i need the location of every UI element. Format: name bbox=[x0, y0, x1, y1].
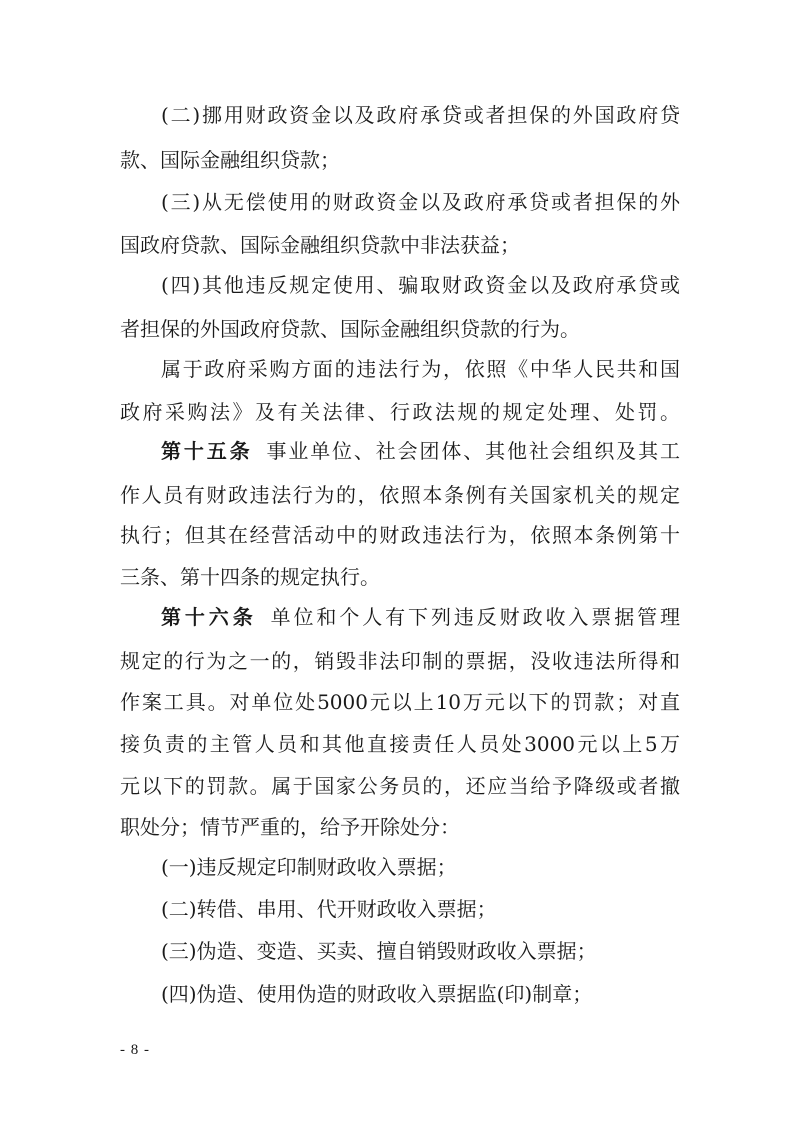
article-15-first-line bbox=[161, 437, 680, 465]
text-line: 作人员有财政违法行为的，依照本条例有关国家机关的规定 bbox=[120, 483, 680, 507]
text-line: 者担保的外国政府贷款、国际金融组织贷款的行为。 bbox=[120, 317, 580, 341]
article-text: 事业单位、社会团体、其他社会组织及其工 bbox=[266, 439, 680, 463]
text-line: 款、国际金融组织贷款； bbox=[120, 148, 340, 172]
text-line: 执行；但其在经营活动中的财政违法行为，依照本条例第十 bbox=[120, 523, 680, 547]
article-heading: 第十五条 bbox=[161, 439, 253, 463]
text-line: 国政府贷款、国际金融组织贷款中非法获益； bbox=[120, 233, 520, 257]
text-line: 接负责的主管人员和其他直接责任人员处3000元以上5万 bbox=[120, 732, 680, 756]
text-line: 政府采购法》及有关法律、行政法规的规定处理、处罚。 bbox=[120, 400, 680, 424]
text-line: 元以下的罚款。属于国家公务员的，还应当给予降级或者撤 bbox=[120, 774, 680, 798]
text-line: 规定的行为之一的，销毁非法印制的票据，没收违法所得和 bbox=[120, 649, 680, 673]
text-line: 三条、第十四条的规定执行。 bbox=[120, 565, 380, 589]
text-line: 作案工具。对单位处5000元以上10万元以下的罚款；对直 bbox=[120, 690, 680, 714]
article-text: 单位和个人有下列违反财政收入票据管理 bbox=[270, 605, 680, 629]
list-item: (三)伪造、变造、买卖、擅自销毁财政收入票据； bbox=[161, 939, 597, 963]
text-line: 职处分；情节严重的，给予开除处分： bbox=[120, 815, 460, 839]
text-line: (四)其他违反规定使用、骗取财政资金以及政府承贷或 bbox=[161, 273, 680, 297]
list-item: (四)伪造、使用伪造的财政收入票据监(印)制章； bbox=[161, 982, 593, 1006]
text-line: 属于政府采购方面的违法行为，依照《中华人民共和国 bbox=[161, 357, 680, 381]
article-16-first-line bbox=[161, 603, 680, 631]
list-item: (二)转借、串用、代开财政收入票据； bbox=[161, 897, 497, 921]
article-heading: 第十六条 bbox=[161, 605, 257, 629]
page-number: - 8 - bbox=[120, 1042, 150, 1058]
text-line: (二)挪用财政资金以及政府承贷或者担保的外国政府贷 bbox=[161, 103, 680, 127]
list-item: (一)违反规定印制财政收入票据； bbox=[161, 855, 457, 879]
text-line: (三)从无偿使用的财政资金以及政府承贷或者担保的外 bbox=[161, 190, 680, 214]
